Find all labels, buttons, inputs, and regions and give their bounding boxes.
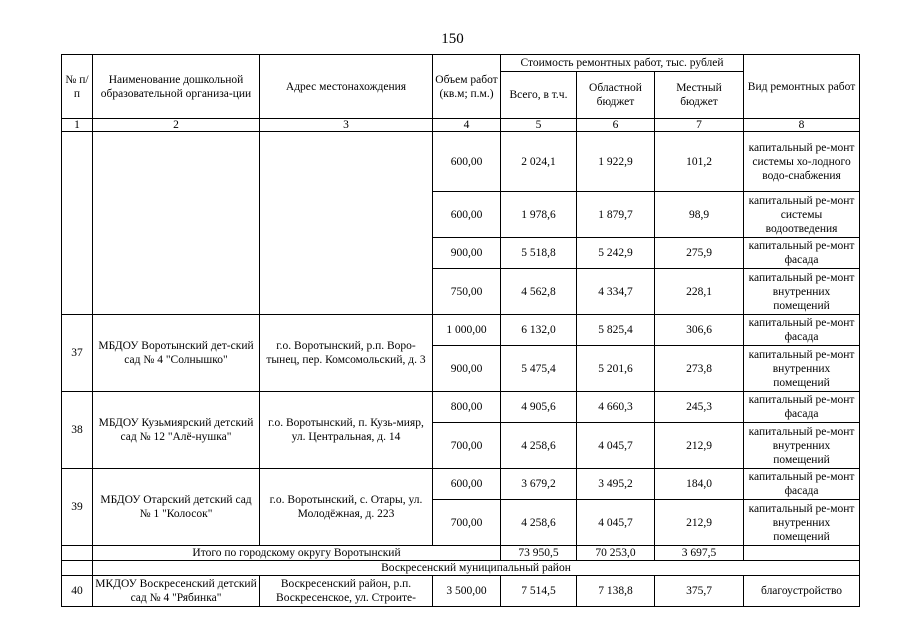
total-cell: 4 562,8 [501,269,577,315]
local-cell: 212,9 [655,500,744,546]
district-label: Воскресенский муниципальный район [93,561,860,576]
regional-cell: 5 825,4 [577,315,655,346]
header-org: Наименование дошкольной образовательной организа-ции [93,55,260,119]
header-num: № п/п [62,55,93,119]
subtotal-row [62,546,860,561]
total-cell: 2 024,1 [501,132,577,192]
regional-cell: 4 045,7 [577,423,655,469]
address-cell: г.о. Воротынский, р.п. Воро-тынец, пер. Комсомольский, д. 3 [260,315,433,392]
column-number: 1 [62,119,93,132]
regional-cell: 7 138,8 [577,576,655,607]
subtotal-local: 3 697,5 [655,546,744,561]
volume-cell: 700,00 [433,423,501,469]
total-cell: 7 514,5 [501,576,577,607]
repair-type-cell: капитальный ре-монт внутренних помещений [744,269,860,315]
repair-type-cell: капитальный ре-монт фасада [744,392,860,423]
volume-cell: 900,00 [433,238,501,269]
volume-cell: 1 000,00 [433,315,501,346]
repair-type-cell: капитальный ре-монт внутренних помещений [744,423,860,469]
repair-type-cell: капитальный ре-монт фасада [744,315,860,346]
regional-cell: 1 922,9 [577,132,655,192]
table-row [62,469,860,500]
column-number: 4 [433,119,501,132]
regional-cell: 3 495,2 [577,469,655,500]
address-cell: г.о. Воротынский, с. Отары, ул. Молодёжная, д. 223 [260,469,433,546]
repair-type-cell: капитальный ре-монт фасада [744,238,860,269]
repair-table [61,54,860,607]
volume-cell: 600,00 [433,192,501,238]
num-cell: 39 [62,469,93,546]
district-row [62,561,860,576]
subtotal-label: Итого по городскому округу Воротынский [93,546,501,561]
regional-cell: 5 201,6 [577,346,655,392]
regional-cell: 4 045,7 [577,500,655,546]
header-volume: Объем работ (кв.м; п.м.) [433,55,501,119]
total-cell: 1 978,6 [501,192,577,238]
header-regional: Областной бюджет [577,72,655,119]
num-cell [62,132,93,315]
volume-cell: 3 500,00 [433,576,501,607]
table-row [62,392,860,423]
num-cell [62,546,93,561]
address-cell: Воскресенский район, р.п. Воскресенское, ул. Строите- [260,576,433,607]
local-cell: 228,1 [655,269,744,315]
total-cell: 4 258,6 [501,500,577,546]
org-cell: МБДОУ Воротынский дет-ский сад № 4 "Солнышко" [93,315,260,392]
repair-type-cell: капитальный ре-монт внутренних помещений [744,500,860,546]
local-cell: 306,6 [655,315,744,346]
volume-cell: 600,00 [433,469,501,500]
local-cell: 275,9 [655,238,744,269]
num-cell: 37 [62,315,93,392]
num-cell: 38 [62,392,93,469]
column-number: 8 [744,119,860,132]
table-row [62,315,860,346]
local-cell: 98,9 [655,192,744,238]
num-cell [62,561,93,576]
repair-type-cell: капитальный ре-монт системы водоотведения [744,192,860,238]
table-row [62,132,860,192]
local-cell: 273,8 [655,346,744,392]
regional-cell: 4 660,3 [577,392,655,423]
repair-type-cell: капитальный ре-монт внутренних помещений [744,346,860,392]
regional-cell: 1 879,7 [577,192,655,238]
repair-type-cell: капитальный ре-монт фасада [744,469,860,500]
total-cell: 5 475,4 [501,346,577,392]
volume-cell: 900,00 [433,346,501,392]
repair-type-cell: благоустройство [744,576,860,607]
local-cell: 375,7 [655,576,744,607]
org-cell: МБДОУ Отарский детский сад № 1 "Колосок" [93,469,260,546]
total-cell: 4 258,6 [501,423,577,469]
address-cell: г.о. Воротынский, п. Кузь-мияр, ул. Центральная, д. 14 [260,392,433,469]
total-cell: 4 905,6 [501,392,577,423]
local-cell: 184,0 [655,469,744,500]
subtotal-total: 73 950,5 [501,546,577,561]
org-cell: МКДОУ Воскресенский детский сад № 4 "Рябинка" [93,576,260,607]
regional-cell: 5 242,9 [577,238,655,269]
address-cell [260,132,433,315]
column-number: 2 [93,119,260,132]
page-number: 150 [441,31,464,47]
volume-cell: 700,00 [433,500,501,546]
org-cell: МБДОУ Кузьмиярский детский сад № 12 "Алё-нушка" [93,392,260,469]
header-type: Вид ремонтных работ [744,55,860,119]
local-cell: 212,9 [655,423,744,469]
column-number: 6 [577,119,655,132]
header-address: Адрес местонахождения [260,55,433,119]
column-number: 7 [655,119,744,132]
local-cell: 101,2 [655,132,744,192]
header-local: Местный бюджет [655,72,744,119]
header-total: Всего, в т.ч. [501,72,577,119]
header-cost-group: Стоимость ремонтных работ, тыс. рублей [501,55,744,72]
total-cell: 3 679,2 [501,469,577,500]
total-cell: 5 518,8 [501,238,577,269]
column-number: 3 [260,119,433,132]
regional-cell: 4 334,7 [577,269,655,315]
column-number: 5 [501,119,577,132]
volume-cell: 600,00 [433,132,501,192]
volume-cell: 800,00 [433,392,501,423]
subtotal-regional: 70 253,0 [577,546,655,561]
local-cell: 245,3 [655,392,744,423]
num-cell: 40 [62,576,93,607]
repair-type-cell: капитальный ре-монт системы хо-лодного водо-снабжения [744,132,860,192]
table-row [62,576,860,607]
org-cell [93,132,260,315]
total-cell: 6 132,0 [501,315,577,346]
repair-type-cell [744,546,860,561]
volume-cell: 750,00 [433,269,501,315]
